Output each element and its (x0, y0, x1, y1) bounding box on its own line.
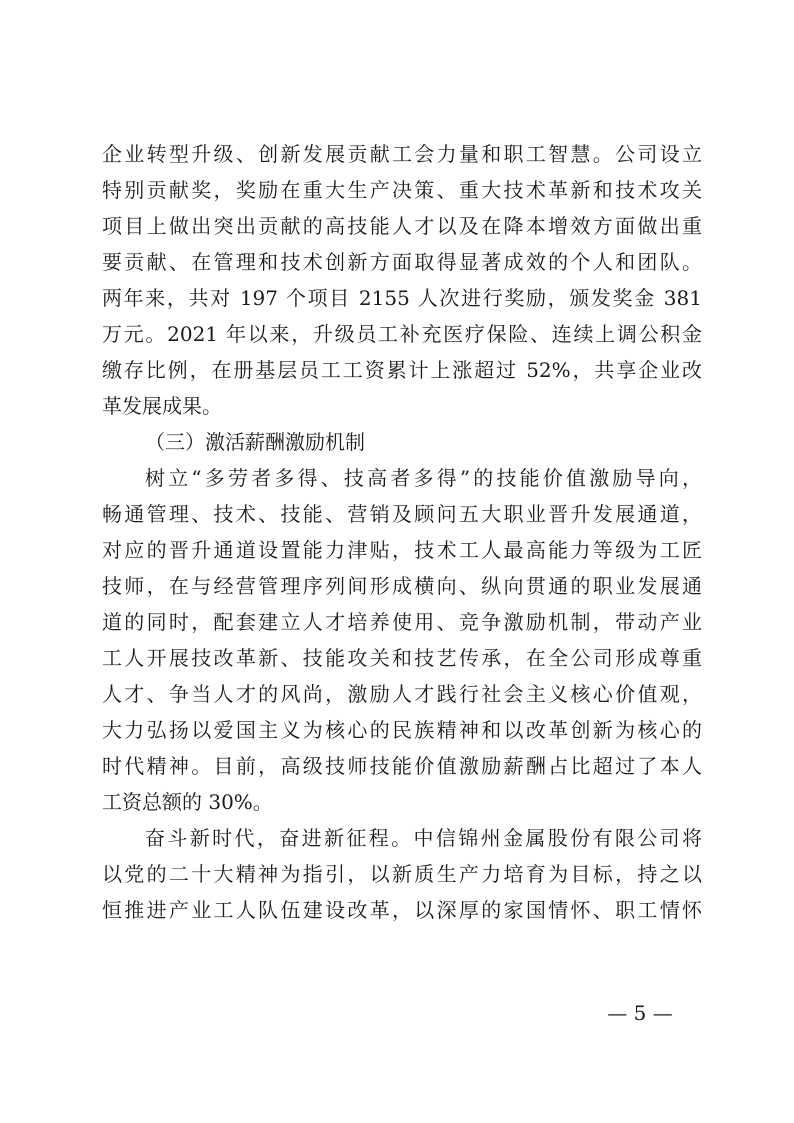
page-number: — 5 — (607, 1001, 673, 1025)
body-text-line: 革发展成果。 (102, 394, 222, 418)
section-heading: （三）激活薪酬激励机制 (145, 430, 365, 454)
body-text-line: 大力弘扬以爱国主义为核心的民族精神和以改革创新为核心的 (102, 718, 702, 742)
body-text-line: 人才、争当人才的风尚，激励人才践行社会主义核心价值观， (102, 682, 702, 706)
body-text-line: 万元。2021 年以来，升级员工补充医疗保险、连续上调公积金 (102, 322, 702, 346)
body-text-line: 企业转型升级、创新发展贡献工会力量和职工智慧。公司设立 (102, 142, 702, 166)
body-text-line: 树立“多劳者多得、技高者多得”的技能价值激励导向， (145, 466, 702, 490)
body-text-line: 工人开展技改革新、技能攻关和技艺传承，在全公司形成尊重 (102, 646, 702, 670)
body-text-line: 以党的二十大精神为指引，以新质生产力培育为目标，持之以 (102, 862, 702, 886)
body-text-line: 恒推进产业工人队伍建设改革，以深厚的家国情怀、职工情怀 (102, 898, 702, 922)
body-text-line: 时代精神。目前，高级技师技能价值激励薪酬占比超过了本人 (102, 754, 702, 778)
body-text-line: 对应的晋升通道设置能力津贴，技术工人最高能力等级为工匠 (102, 538, 702, 562)
body-text-line: 特别贡献奖，奖励在重大生产决策、重大技术革新和技术攻关 (102, 178, 702, 202)
body-text-line: 要贡献、在管理和技术创新方面取得显著成效的个人和团队。 (102, 250, 702, 274)
body-text-line: 技师，在与经营管理序列间形成横向、纵向贯通的职业发展通 (102, 574, 702, 598)
body-text-line: 工资总额的 30%。 (102, 790, 273, 814)
body-text-line: 项目上做出突出贡献的高技能人才以及在降本增效方面做出重 (102, 214, 702, 238)
body-text-line: 缴存比例，在册基层员工工资累计上涨超过 52%，共享企业改 (102, 358, 702, 382)
body-text-line: 道的同时，配套建立人才培养使用、竞争激励机制，带动产业 (102, 610, 702, 634)
body-text-line: 畅通管理、技术、技能、营销及顾问五大职业晋升发展通道， (102, 502, 702, 526)
body-text-line: 两年来，共对 197 个项目 2155 人次进行奖励，颁发奖金 381 (102, 286, 702, 310)
body-text-line: 奋斗新时代，奋进新征程。中信锦州金属股份有限公司将 (145, 826, 702, 850)
